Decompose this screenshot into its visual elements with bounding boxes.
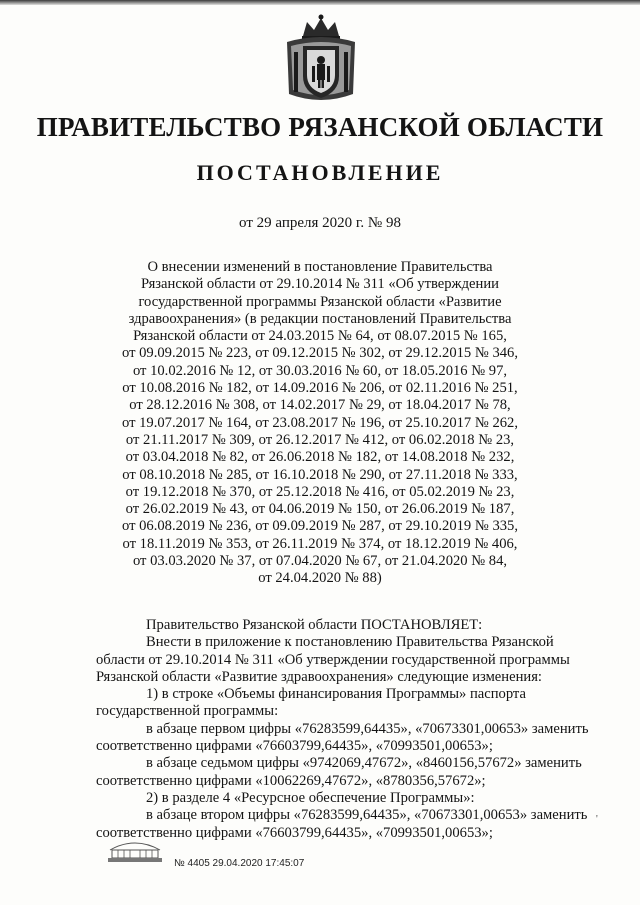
body-line: государственной программы: (96, 703, 279, 720)
subject-line: от 18.11.2019 № 353, от 26.11.2019 № 374, от 18.12.2019 № 406, (122, 535, 518, 552)
document-date-number: от 29 апреля 2020 г. № 98 (239, 215, 401, 231)
subject-line: от 09.09.2015 № 223, от 09.12.2015 № 302, от 29.12.2015 № 346, (122, 345, 518, 362)
body-line: в абзаце втором цифры «76283599,64435», «70673301,00653» заменить (146, 807, 588, 824)
scan-edge (0, 0, 640, 5)
document-type: ПОСТАНОВЛЕНИЕ (196, 160, 444, 185)
subject-line: Рязанской области от 24.03.2015 № 64, от 08.07.2015 № 165, (133, 328, 507, 345)
subject-line: от 10.08.2016 № 182, от 14.09.2016 № 206, от 02.11.2016 № 251, (122, 380, 518, 397)
subject-line: от 19.12.2018 № 370, от 25.12.2018 № 416, от 05.02.2019 № 23, (125, 483, 515, 500)
subject-line: от 10.02.2016 № 12, от 30.03.2016 № 60, от 18.05.2016 № 97, (132, 362, 508, 379)
list-item: 2) в разделе 4 «Ресурсное обеспечение Программы»: (146, 789, 475, 806)
body-line: в абзаце седьмом цифры «9742069,47672», «8460156,57672» заменить (146, 755, 582, 772)
subject-line: от 03.04.2018 № 82, от 26.06.2018 № 182, от 14.08.2018 № 232, (125, 449, 515, 466)
subject-line: от 26.02.2019 № 43, от 04.06.2019 № 150, от 26.06.2019 № 187, (125, 501, 515, 518)
list-item: 1) в строке «Объемы финансирования Программы» паспорта (146, 686, 526, 703)
subject-line: от 03.03.2020 № 37, от 07.04.2020 № 67, от 21.04.2020 № 84, (132, 553, 508, 570)
body-line: соответственно цифрами «76603799,64435», «70993501,00653»; (96, 824, 493, 841)
body-line: соответственно цифрами «10062269,47672», «8780356,57672»; (96, 772, 486, 789)
subject-line: от 28.12.2016 № 308, от 14.02.2017 № 29, от 18.04.2017 № 78, (129, 397, 511, 414)
subject-line: от 08.10.2018 № 285, от 16.10.2018 № 290, от 27.11.2018 № 333, (122, 466, 518, 483)
coat-of-arms-icon (281, 14, 361, 108)
subject-line: от 06.08.2019 № 236, от 09.09.2019 № 287, от 29.10.2019 № 335, (122, 518, 518, 535)
body-line: Внести в приложение к постановлению Правительства Рязанской (146, 634, 554, 651)
subject-line: О внесении изменений в постановление Правительства (147, 259, 493, 275)
resolves-line: Правительство Рязанской области ПОСТАНОВЛЯЕТ: (146, 617, 483, 633)
subject-line: от 19.07.2017 № 164, от 23.08.2017 № 196, от 25.10.2017 № 262, (122, 414, 518, 431)
body-line: соответственно цифрами «76603799,64435», «70993501,00653»; (96, 738, 493, 755)
body-line: области от 29.10.2014 № 311 «Об утверждении государственной программы (96, 651, 570, 668)
subject-line: здравоохранения» (в редакции постановлений Правительства (128, 310, 512, 327)
subject-line: от 24.04.2020 № 88) (258, 570, 382, 587)
subject-line: от 21.11.2017 № 309, от 26.12.2017 № 412, от 06.02.2018 № 23, (125, 431, 515, 448)
subject-line: Рязанской области от 29.10.2014 № 311 «Об утверждении (141, 276, 499, 293)
margin-mark: ' (596, 814, 598, 825)
registration-number: № 4405 29.04.2020 17:45:07 (174, 858, 305, 869)
government-title: ПРАВИТЕЛЬСТВО РЯЗАНСКОЙ ОБЛАСТИ (36, 112, 604, 142)
document-subject (115, 259, 525, 588)
body-line: в абзаце первом цифры «76283599,64435», «70673301,00653» заменить (146, 720, 589, 737)
subject-line: государственной программы Рязанской области «Развитие (138, 293, 502, 310)
building-stamp-icon (106, 838, 164, 864)
document-body (96, 617, 589, 842)
body-line: Рязанской области «Развитие здравоохранения» следующие изменения: (96, 668, 542, 685)
